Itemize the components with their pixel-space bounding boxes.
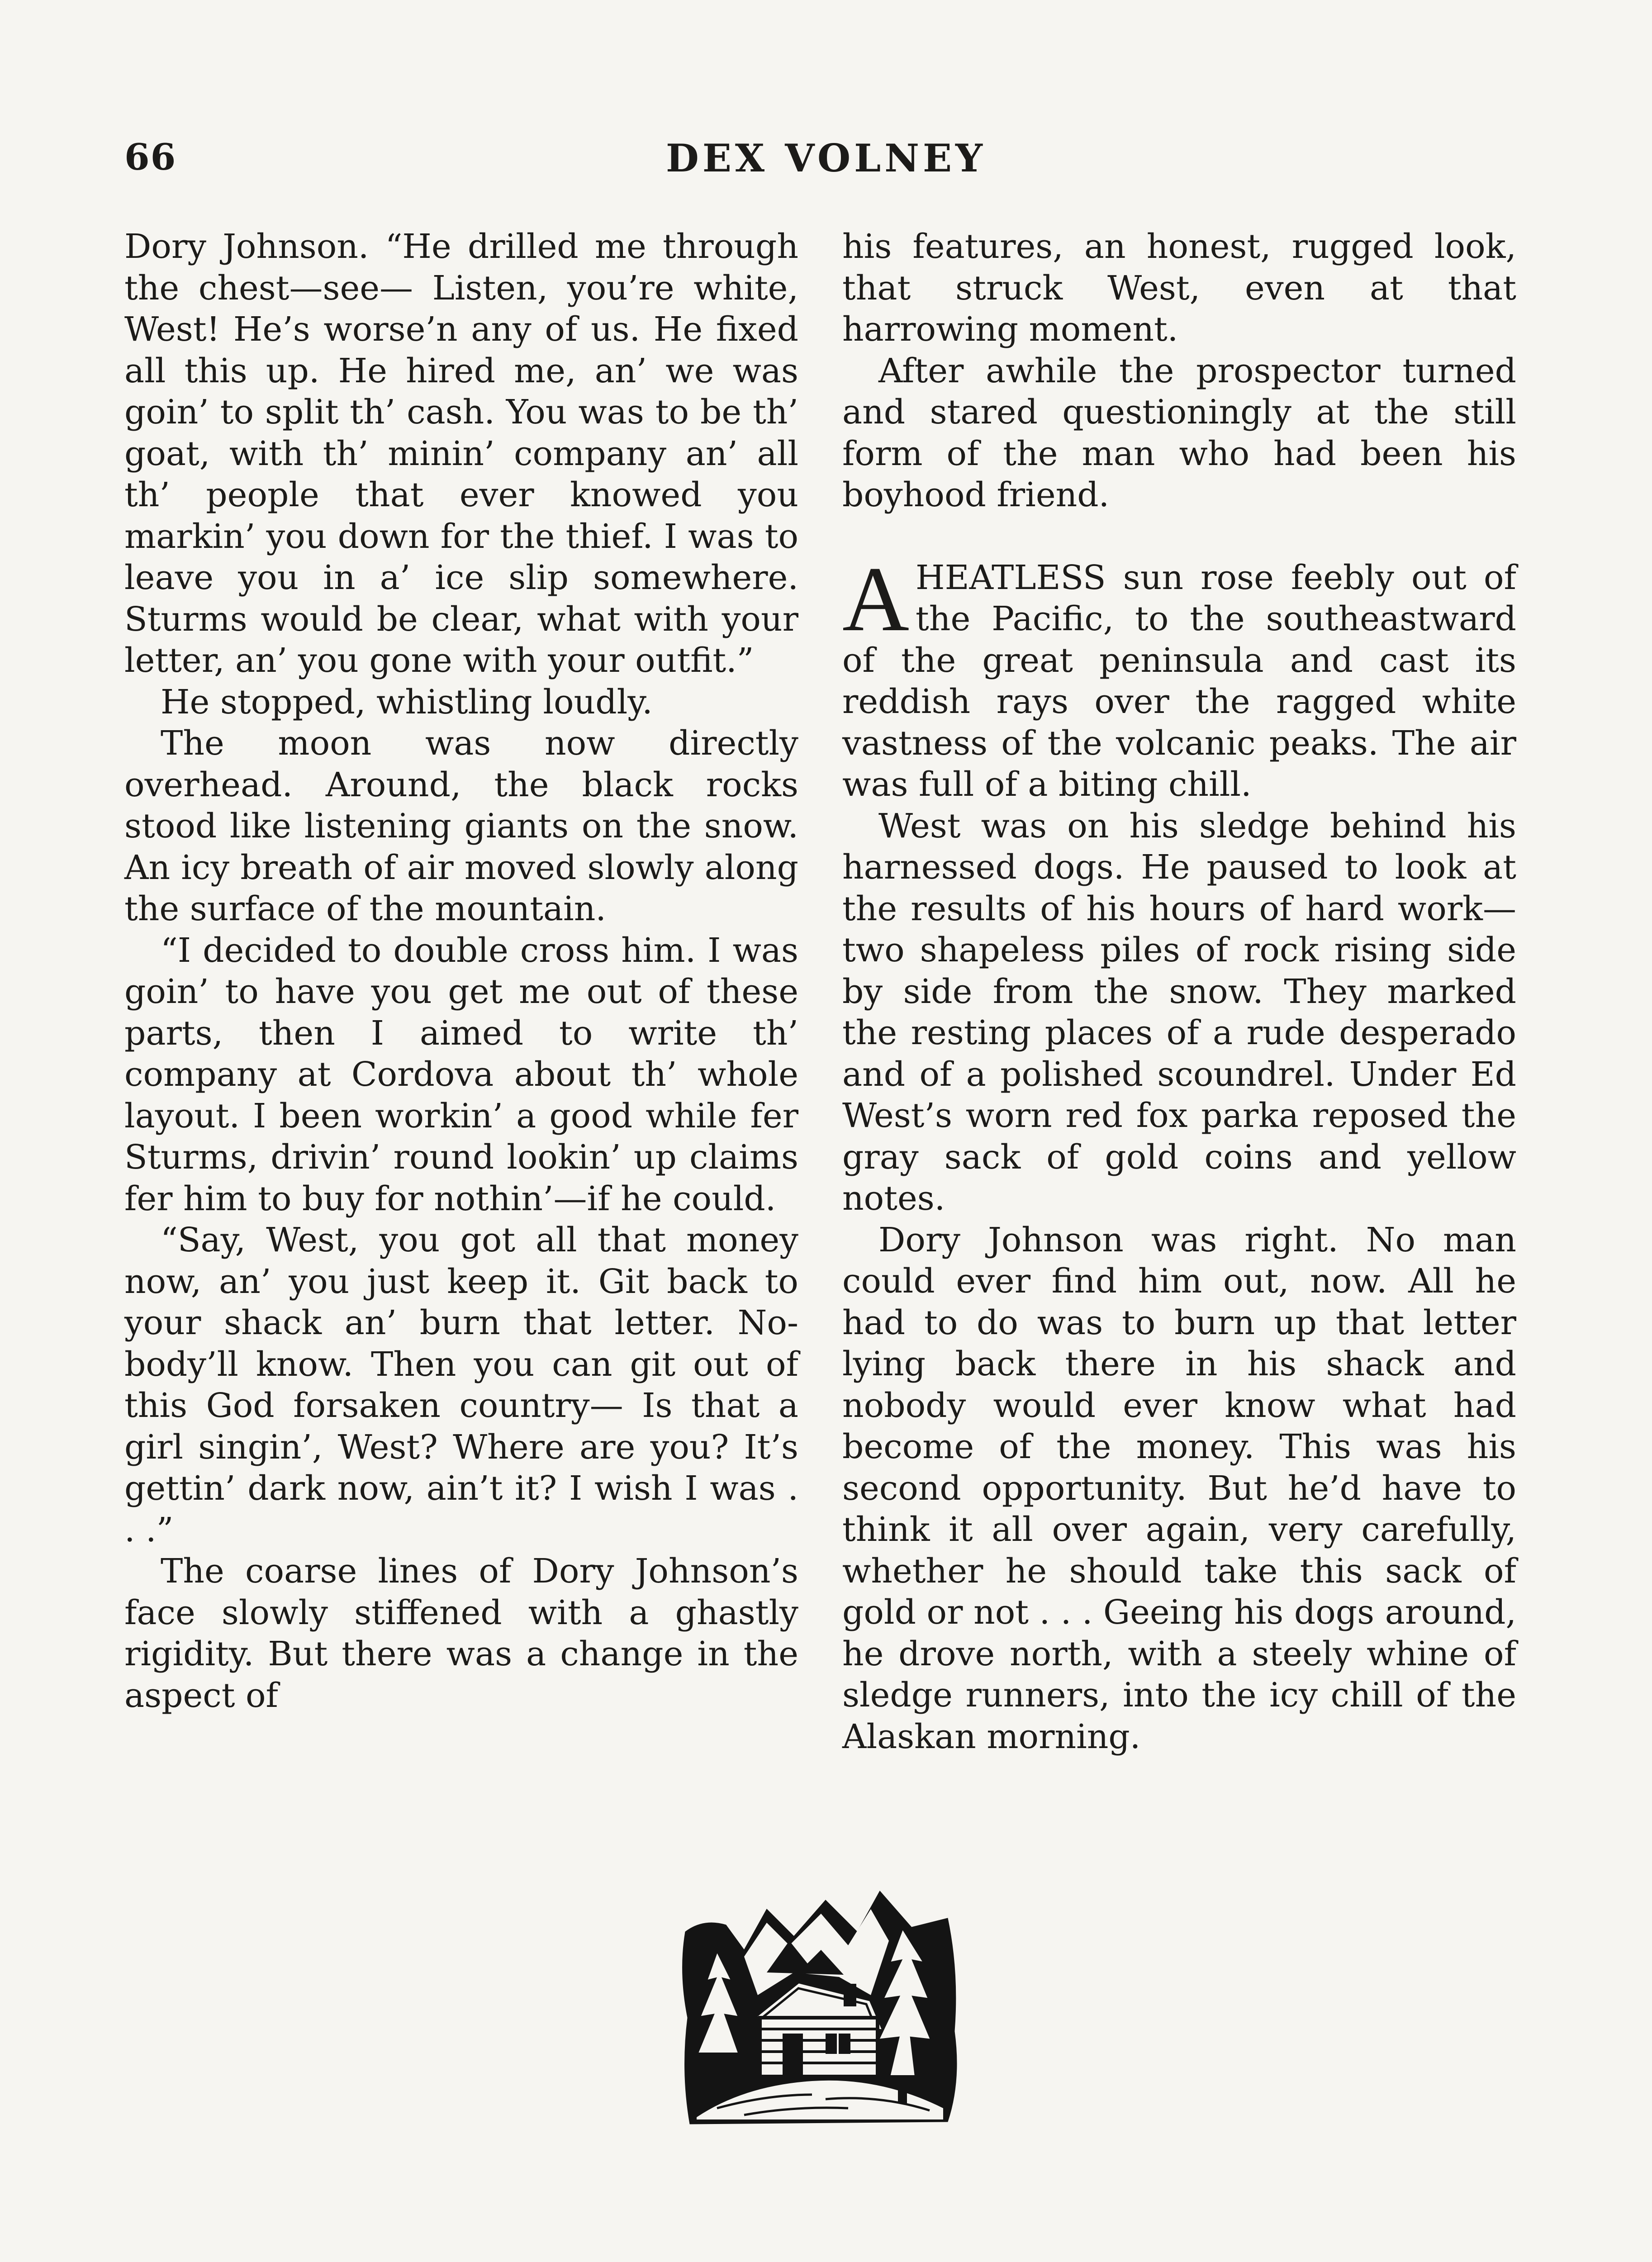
paragraph: Dory Johnson was right. No man could ever find him out, now. All he had to do was to burn up that letter lying back there in his shack and nobody would ever know what had become of the money. This was his second opportunity. But he’d have to think it all over again, very carefully, whether he should take this sack of gold or not . . . Geeing his dogs around, he drove north, with a steely whine of sledge runners, into the icy chill of the Alaskan morning. <box>842 1220 1516 1756</box>
left-column <box>124 226 798 1716</box>
paragraph: He stopped, whistling loudly. <box>161 682 653 722</box>
paragraph: his features, an honest, rugged look, that struck West, even at that harrowing moment. <box>842 227 1516 349</box>
cabin-woodcut-illustration <box>676 1882 966 2135</box>
drop-cap: A <box>842 547 910 651</box>
paragraph: “Say, West, you got all that money now, an’ you just keep it. Git back to your shack an’ burn that letter. Nobody’ll know. Then you can git out of this God forsaken country— Is that a girl singin’, West? Where are you? It’s gettin’ dark now, ain’t it? I wish I was . . .” <box>124 1221 798 1549</box>
paragraph: After awhile the prospector turned and stared questioningly at the still form of the man who had been his boyhood friend. <box>842 351 1516 514</box>
paragraph: Dory Johnson. “He drilled me through the chest—see— Listen, you’re white, West! He’s worse’n any of us. He fixed all this up. He hired me, an’ we was goin’ to split th’ cash. You was to be th’ goat, with th’ minin’ company an’ all th’ people that ever knowed you markin’ you down for the thief. I was to leave you in a’ ice slip somewhere. Sturms would be clear, what with your letter, an’ you gone with your outfit.” <box>124 227 798 680</box>
section-opening <box>842 547 1516 806</box>
paragraph: “I decided to double cross him. I was goin’ to have you get me out of these parts, then I aimed to write th’ company at Cordova about th’ whole layout. I been workin’ a good while fer Sturms, drivin’ round lookin’ up claims fer him to buy for nothin’—if he could. <box>124 931 798 1218</box>
page-number: 66 <box>124 136 177 178</box>
right-column <box>842 226 1516 1758</box>
running-title: DEX VOLNEY <box>666 136 986 181</box>
section-opening-text: HEATLESS sun rose feebly out of the Pacific, to the southeastward of the great peninsula and cast its reddish rays over the ragged white vastness of the volcanic peaks. The air was full of a biting chill. <box>842 558 1516 804</box>
paragraph: The coarse lines of Dory Johnson’s face slowly stiffened with a ghastly rigidity. But there was a change in the aspect of <box>124 1552 798 1715</box>
paragraph: West was on his sledge behind his harnessed dogs. He paused to look at the results of his hours of hard work—two shapeless piles of rock rising side by side from the snow. They marked the resting places of a rude desperado and of a polished scoundrel. Under Ed West’s worn red fox parka reposed the gray sack of gold coins and yellow notes. <box>842 806 1516 1218</box>
paragraph: The moon was now directly overhead. Around, the black rocks stood like listening giants on the snow. An icy breath of air moved slowly along the surface of the mountain. <box>124 724 798 928</box>
